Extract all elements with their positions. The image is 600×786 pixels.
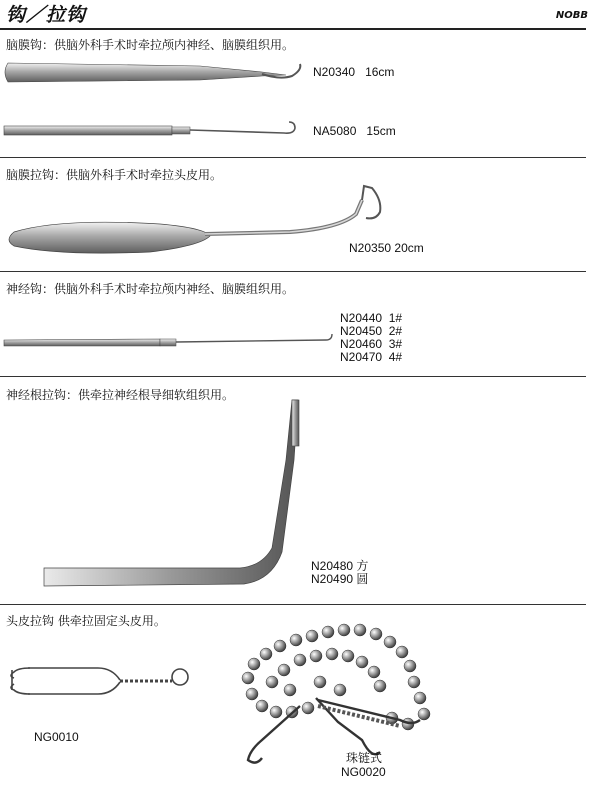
section-5-description: 头皮拉钩 供牵拉固定头皮用。 — [6, 614, 166, 628]
section-divider — [0, 271, 586, 272]
section-4-description: 神经根拉钩：供牵拉神经根导细软组织用。 — [6, 388, 235, 402]
section-divider — [0, 157, 586, 158]
product-code-n20460: N20460 3# — [340, 337, 403, 351]
instrument-na5080-image — [4, 122, 295, 135]
product-code-n20350: N20350 20cm — [349, 241, 424, 255]
section-2-description: 脑膜拉钩：供脑外科手术时牵拉头皮用。 — [6, 168, 223, 182]
instrument-ng0010-image — [11, 668, 188, 694]
product-code-ng0020: NG0020 — [341, 765, 386, 779]
instrument-n20340-image — [5, 62, 300, 83]
instrument-ng0020-image — [242, 624, 430, 763]
product-code-list-nerve-hook — [340, 312, 402, 364]
instrument-nerve-root-retractor-image — [44, 400, 299, 586]
product-code-n20450: N20450 2# — [340, 324, 403, 338]
product-code-n20440: N20440 1# — [340, 311, 403, 325]
product-code-na5080: NA5080 15cm — [313, 124, 396, 138]
brand-logo: NOBB — [555, 10, 588, 21]
section-divider — [0, 376, 586, 377]
product-code-n20470: N20470 4# — [340, 350, 403, 364]
section-3-description: 神经钩：供脑外科手术时牵拉颅内神经、脑膜组织用。 — [6, 282, 295, 296]
instrument-n20350-image — [9, 186, 380, 253]
product-code-n20340: N20340 16cm — [313, 65, 395, 79]
section-1-description: 脑膜钩：供脑外科手术时牵拉颅内神经、脑膜组织用。 — [6, 38, 295, 52]
instrument-nerve-hook-image — [4, 334, 332, 346]
page-title: 钩／拉钩 — [6, 4, 87, 26]
product-label-ng0020: 珠链式 — [346, 751, 383, 765]
product-code-n20480: N20480 方 — [311, 559, 369, 573]
product-code-list-nerve-root-retractor — [311, 560, 368, 586]
product-code-n20490: N20490 圆 — [311, 572, 369, 586]
section-divider — [0, 604, 586, 605]
product-code-ng0010: NG0010 — [34, 730, 79, 744]
